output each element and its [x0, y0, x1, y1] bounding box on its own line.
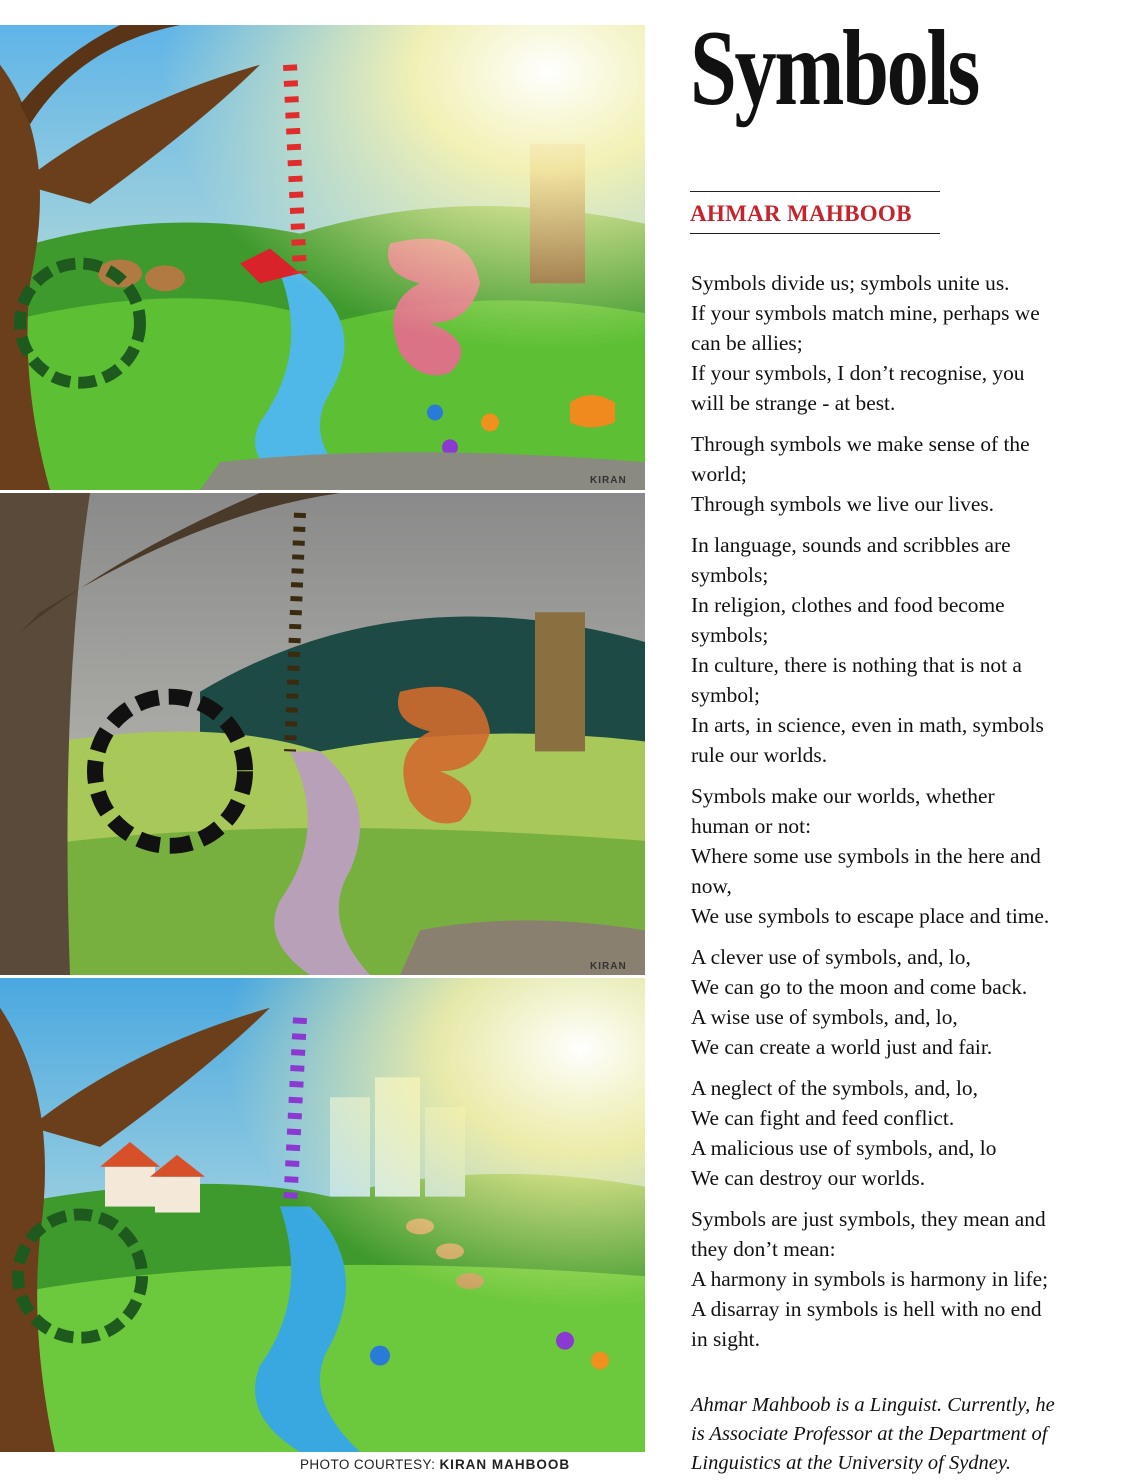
photo-credit	[300, 1457, 570, 1472]
artwork-column	[0, 25, 645, 1455]
poem-line: in sight.	[691, 1327, 760, 1351]
poem-line: We use symbols to escape place and time.	[691, 904, 1050, 928]
poem-line: Through symbols we make sense of the	[691, 432, 1030, 456]
author-bio	[691, 1391, 1127, 1478]
poem-line: they don’t mean:	[691, 1237, 836, 1261]
artist-signature: KIRAN	[590, 475, 627, 486]
stanza	[691, 942, 1127, 1062]
poem-line: will be strange - at best.	[691, 391, 896, 415]
poem-line: In culture, there is nothing that is not a	[691, 653, 1022, 677]
author-rule-top	[690, 191, 940, 192]
poem-line: If your symbols match mine, perhaps we	[691, 301, 1040, 325]
painting-panel-2	[0, 493, 645, 978]
stanza	[691, 1204, 1127, 1354]
stanza	[691, 429, 1127, 519]
poem-body	[691, 268, 1127, 1365]
poem-line: human or not:	[691, 814, 812, 838]
poem-line: world;	[691, 462, 747, 486]
credit-prefix: PHOTO COURTESY:	[300, 1457, 440, 1472]
poem-line: A neglect of the symbols, and, lo,	[691, 1076, 978, 1100]
poem-line: symbols;	[691, 563, 769, 587]
poem-title: Symbols	[690, 9, 978, 128]
poem-line: We can fight and feed conflict.	[691, 1106, 955, 1130]
poem-line: In language, sounds and scribbles are	[691, 533, 1011, 557]
poem-line: rule our worlds.	[691, 743, 828, 767]
poem-line: symbols;	[691, 623, 769, 647]
bio-line: Ahmar Mahboob is a Linguist. Currently, he	[691, 1394, 1055, 1416]
poem-line: In religion, clothes and food become	[691, 593, 1005, 617]
vibrant-landscape-painting	[0, 25, 645, 490]
poem-line: A clever use of symbols, and, lo,	[691, 945, 971, 969]
stanza	[691, 1073, 1127, 1193]
author-rule-bottom	[690, 233, 940, 234]
poem-line: Symbols are just symbols, they mean and	[691, 1207, 1046, 1231]
painting-panel-1	[0, 25, 645, 493]
author-name: AHMAR MAHBOOB	[690, 201, 912, 226]
poem-line: A wise use of symbols, and, lo,	[691, 1005, 958, 1029]
poem-line: Through symbols we live our lives.	[691, 492, 994, 516]
poem-line: A harmony in symbols is harmony in life;	[691, 1267, 1049, 1291]
stanza	[691, 268, 1127, 418]
painting-panel-3	[0, 978, 645, 1455]
poem-line: In arts, in science, even in math, symbols	[691, 713, 1044, 737]
bio-line: Linguistics at the University of Sydney.	[691, 1452, 1011, 1474]
stanza	[691, 530, 1127, 770]
poem-line: A malicious use of symbols, and, lo	[691, 1136, 997, 1160]
poem-line: Symbols divide us; symbols unite us.	[691, 271, 1010, 295]
poem-line: can be allies;	[691, 331, 803, 355]
poem-line: We can destroy our worlds.	[691, 1166, 926, 1190]
poem-line: now,	[691, 874, 732, 898]
poem-line: Where some use symbols in the here and	[691, 844, 1041, 868]
stanza	[691, 781, 1127, 931]
poem-line: A disarray in symbols is hell with no end	[691, 1297, 1042, 1321]
city-landscape-painting	[0, 978, 645, 1452]
poem-line: symbol;	[691, 683, 760, 707]
poem-line: We can create a world just and fair.	[691, 1035, 993, 1059]
credit-name: KIRAN MAHBOOB	[439, 1457, 571, 1472]
stormy-landscape-painting	[0, 493, 645, 975]
poem-line: We can go to the moon and come back.	[691, 975, 1028, 999]
bio-line: is Associate Professor at the Department of	[691, 1423, 1048, 1445]
poem-line: Symbols make our worlds, whether	[691, 784, 995, 808]
artist-signature: KIRAN	[590, 961, 627, 972]
poem-line: If your symbols, I don’t recognise, you	[691, 361, 1025, 385]
